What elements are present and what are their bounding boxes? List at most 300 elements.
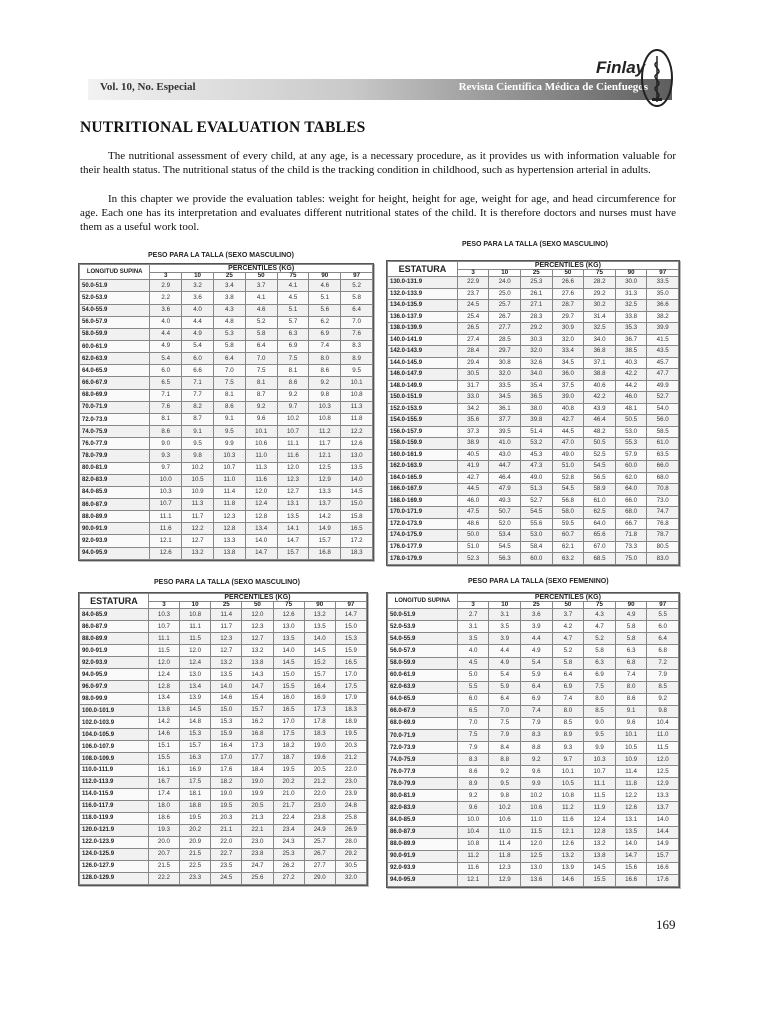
percentile-value-cell: 9.1 — [213, 413, 245, 425]
percentile-value-cell: 38.0 — [521, 403, 553, 415]
percentile-value-cell: 9.1 — [182, 426, 214, 438]
percentile-value-cell: 23.8 — [242, 848, 273, 860]
percentile-value-cell: 10.2 — [182, 462, 214, 474]
row-range-cell: 54.0-55.9 — [80, 304, 150, 316]
percentile-value-cell: 8.1 — [277, 365, 309, 377]
percentile-value-cell: 13.3 — [647, 790, 679, 802]
table-row — [80, 438, 373, 450]
row-range-cell: 160.0-161.9 — [388, 449, 458, 461]
percentile-value-cell: 14.6 — [552, 874, 584, 886]
percentile-value-cell: 53.0 — [615, 426, 647, 438]
percentile-value-cell: 7.0 — [341, 316, 373, 328]
percentile-value-cell: 6.9 — [584, 669, 616, 681]
percentile-value-cell: 25.6 — [242, 872, 273, 884]
percentile-column-header: 97 — [647, 270, 679, 277]
percentile-value-cell: 12.6 — [273, 609, 304, 621]
percentile-value-cell: 44.5 — [552, 426, 584, 438]
table-1-caption: PESO PARA LA TALLA (SEXO MASCULINO) — [148, 252, 294, 259]
table-row — [80, 316, 373, 328]
percentile-value-cell: 5.6 — [309, 304, 341, 316]
percentile-value-cell: 41.9 — [457, 461, 489, 473]
percentile-value-cell: 8.2 — [182, 401, 214, 413]
percentile-value-cell: 4.0 — [150, 316, 182, 328]
percentile-value-cell: 3.6 — [521, 609, 553, 621]
percentile-value-cell: 6.9 — [521, 693, 553, 705]
weight-for-height-male-table-130-179 — [386, 260, 680, 566]
row-range-cell: 74.0-75.9 — [80, 426, 150, 438]
percentile-value-cell: 12.4 — [584, 814, 616, 826]
percentile-value-cell: 6.8 — [615, 657, 647, 669]
percentile-value-cell: 53.0 — [521, 530, 553, 542]
percentile-value-cell: 6.3 — [615, 645, 647, 657]
table-row — [80, 681, 367, 693]
percentile-value-cell: 35.4 — [521, 380, 553, 392]
percentile-column-header: 3 — [148, 602, 179, 609]
percentile-column-header: 10 — [489, 270, 521, 277]
table-row — [388, 826, 679, 838]
percentile-value-cell: 12.3 — [213, 511, 245, 523]
percentile-value-cell: 10.8 — [341, 389, 373, 401]
percentile-column-header: 90 — [615, 270, 647, 277]
percentile-value-cell: 51.3 — [521, 484, 553, 496]
percentile-value-cell: 5.9 — [489, 681, 521, 693]
percentile-value-cell: 22.0 — [304, 788, 335, 800]
percentile-value-cell: 10.0 — [150, 474, 182, 486]
percentile-value-cell: 52.7 — [521, 495, 553, 507]
percentile-value-cell: 30.5 — [457, 369, 489, 381]
percentile-value-cell: 8.5 — [584, 705, 616, 717]
table-row — [388, 802, 679, 814]
percentile-value-cell: 13.8 — [148, 705, 179, 717]
percentile-value-cell: 23.0 — [242, 836, 273, 848]
percentile-value-cell: 8.7 — [245, 389, 277, 401]
percentile-value-cell: 12.5 — [647, 766, 679, 778]
percentile-value-cell: 16.6 — [615, 874, 647, 886]
percentile-value-cell: 7.0 — [489, 705, 521, 717]
percentile-value-cell: 5.8 — [615, 621, 647, 633]
percentile-value-cell: 10.7 — [277, 426, 309, 438]
row-range-cell: 174.0-175.9 — [388, 530, 458, 542]
percentile-value-cell: 43.0 — [489, 449, 521, 461]
percentile-value-cell: 7.4 — [521, 705, 553, 717]
percentile-value-cell: 8.0 — [552, 705, 584, 717]
table-row — [388, 300, 679, 312]
percentile-value-cell: 18.8 — [180, 800, 211, 812]
percentile-value-cell: 3.7 — [245, 280, 277, 292]
percentile-value-cell: 10.3 — [148, 609, 179, 621]
table-row — [80, 872, 367, 884]
row-range-cell: 92.0-93.9 — [388, 862, 458, 874]
row-range-cell: 58.0-59.9 — [388, 657, 458, 669]
percentile-value-cell: 20.2 — [273, 776, 304, 788]
percentile-value-cell: 4.4 — [521, 633, 553, 645]
table-row — [80, 523, 373, 535]
percentile-value-cell: 48.6 — [457, 518, 489, 530]
percentile-value-cell: 15.6 — [615, 862, 647, 874]
percentile-value-cell: 13.8 — [242, 657, 273, 669]
row-range-cell: 168.0-169.9 — [388, 495, 458, 507]
percentile-value-cell: 14.7 — [277, 535, 309, 547]
percentile-value-cell: 13.5 — [277, 511, 309, 523]
percentile-value-cell: 6.4 — [647, 633, 679, 645]
row-range-cell: 88.0-89.9 — [80, 511, 150, 523]
table-row — [80, 280, 373, 292]
percentile-value-cell: 21.7 — [273, 800, 304, 812]
percentile-value-cell: 13.2 — [304, 609, 335, 621]
percentile-value-cell: 11.6 — [552, 814, 584, 826]
row-range-cell: 60.0-61.9 — [388, 669, 458, 681]
percentile-value-cell: 25.3 — [521, 277, 553, 289]
percentile-value-cell: 10.1 — [245, 426, 277, 438]
percentile-value-cell: 9.5 — [584, 729, 616, 741]
percentile-value-cell: 47.0 — [552, 438, 584, 450]
row-range-cell: 158.0-159.9 — [388, 438, 458, 450]
percentile-value-cell: 27.7 — [489, 323, 521, 335]
percentile-value-cell: 7.4 — [615, 669, 647, 681]
percentile-value-cell: 10.0 — [457, 814, 489, 826]
percentile-value-cell: 36.8 — [584, 346, 616, 358]
percentile-value-cell: 14.4 — [647, 826, 679, 838]
percentile-value-cell: 8.9 — [552, 729, 584, 741]
table-row — [80, 511, 373, 523]
percentile-value-cell: 13.2 — [211, 657, 242, 669]
percentile-value-cell: 36.6 — [647, 300, 679, 312]
percentile-value-cell: 15.7 — [309, 535, 341, 547]
percentile-value-cell: 65.6 — [584, 530, 616, 542]
table-row — [388, 518, 679, 530]
percentile-value-cell: 21.0 — [273, 788, 304, 800]
percentile-value-cell: 58.9 — [584, 484, 616, 496]
percentile-value-cell: 9.8 — [647, 705, 679, 717]
percentile-value-cell: 38.9 — [457, 438, 489, 450]
percentile-column-header: 75 — [584, 602, 616, 609]
percentile-value-cell: 7.5 — [245, 365, 277, 377]
percentile-value-cell: 11.7 — [182, 511, 214, 523]
table-row — [388, 838, 679, 850]
row-range-cell: 80.0-81.9 — [388, 790, 458, 802]
percentile-value-cell: 7.0 — [213, 365, 245, 377]
percentile-value-cell: 12.9 — [647, 778, 679, 790]
row-range-cell: 94.0-95.9 — [80, 547, 150, 559]
percentile-value-cell: 15.1 — [148, 741, 179, 753]
percentile-value-cell: 9.8 — [489, 790, 521, 802]
percentile-value-cell: 6.0 — [182, 353, 214, 365]
row-range-cell: 116.0-117.9 — [80, 800, 149, 812]
percentile-value-cell: 15.0 — [341, 499, 373, 511]
percentile-value-cell: 13.6 — [521, 874, 553, 886]
table-row — [388, 742, 679, 754]
percentile-value-cell: 64.0 — [615, 484, 647, 496]
percentile-value-cell: 14.0 — [647, 814, 679, 826]
percentile-value-cell: 5.9 — [521, 669, 553, 681]
percentile-value-cell: 4.9 — [615, 609, 647, 621]
percentile-value-cell: 11.0 — [213, 474, 245, 486]
percentile-value-cell: 3.5 — [489, 621, 521, 633]
row-range-cell: 120.0-121.9 — [80, 824, 149, 836]
percentile-value-cell: 17.9 — [335, 693, 366, 705]
row-range-cell: 66.0-67.9 — [80, 377, 150, 389]
percentile-value-cell: 8.6 — [277, 377, 309, 389]
percentile-value-cell: 9.7 — [277, 401, 309, 413]
percentile-value-cell: 13.8 — [584, 850, 616, 862]
percentile-value-cell: 5.5 — [457, 681, 489, 693]
percentiles-group-header: PERCENTILES (KG) — [150, 265, 373, 273]
row-range-cell: 150.0-151.9 — [388, 392, 458, 404]
percentile-value-cell: 12.3 — [211, 633, 242, 645]
percentile-value-cell: 7.4 — [552, 693, 584, 705]
percentile-value-cell: 4.3 — [213, 304, 245, 316]
percentile-value-cell: 12.0 — [148, 657, 179, 669]
percentile-value-cell: 5.8 — [615, 633, 647, 645]
percentile-value-cell: 7.7 — [182, 389, 214, 401]
percentile-value-cell: 12.0 — [245, 486, 277, 498]
percentile-value-cell: 15.7 — [277, 547, 309, 559]
percentile-value-cell: 10.5 — [615, 742, 647, 754]
percentile-value-cell: 24.8 — [335, 800, 366, 812]
percentile-value-cell: 13.5 — [304, 621, 335, 633]
percentile-value-cell: 54.5 — [584, 461, 616, 473]
percentile-value-cell: 4.2 — [552, 621, 584, 633]
table-row — [80, 292, 373, 304]
percentile-value-cell: 33.0 — [457, 392, 489, 404]
row-range-cell: 88.0-89.9 — [388, 838, 458, 850]
percentile-value-cell: 39.8 — [521, 415, 553, 427]
percentile-value-cell: 32.5 — [615, 300, 647, 312]
table-row — [80, 836, 367, 848]
percentile-value-cell: 42.2 — [584, 392, 616, 404]
percentile-value-cell: 7.5 — [277, 353, 309, 365]
percentile-value-cell: 14.6 — [211, 693, 242, 705]
percentile-value-cell: 36.0 — [552, 369, 584, 381]
percentile-value-cell: 23.4 — [273, 824, 304, 836]
percentile-value-cell: 34.2 — [457, 403, 489, 415]
row-range-cell: 84.0-85.9 — [80, 486, 150, 498]
row-header-label: ESTATURA — [388, 262, 458, 277]
row-range-cell: 94.0-95.9 — [80, 669, 149, 681]
percentile-value-cell: 19.6 — [304, 753, 335, 765]
percentile-value-cell: 9.2 — [489, 766, 521, 778]
percentile-value-cell: 60.0 — [615, 461, 647, 473]
percentile-value-cell: 12.2 — [341, 426, 373, 438]
percentile-value-cell: 39.0 — [552, 392, 584, 404]
percentile-value-cell: 5.2 — [341, 280, 373, 292]
percentile-value-cell: 6.9 — [552, 681, 584, 693]
percentile-value-cell: 12.5 — [309, 462, 341, 474]
row-range-cell: 50.0-51.9 — [388, 609, 458, 621]
row-range-cell: 86.0-87.9 — [388, 826, 458, 838]
percentile-column-header: 90 — [615, 602, 647, 609]
percentile-value-cell: 9.8 — [182, 450, 214, 462]
percentile-value-cell: 32.0 — [521, 346, 553, 358]
percentile-value-cell: 40.3 — [615, 357, 647, 369]
percentile-value-cell: 41.5 — [647, 334, 679, 346]
percentile-value-cell: 23.0 — [304, 800, 335, 812]
table-row — [388, 621, 679, 633]
percentile-value-cell: 12.4 — [245, 499, 277, 511]
percentile-value-cell: 59.5 — [552, 518, 584, 530]
percentile-value-cell: 44.2 — [615, 380, 647, 392]
percentile-value-cell: 14.5 — [180, 705, 211, 717]
percentile-value-cell: 32.0 — [335, 872, 366, 884]
row-range-cell: 130.0-131.9 — [388, 277, 458, 289]
percentile-column-header: 25 — [211, 602, 242, 609]
percentile-value-cell: 11.0 — [521, 814, 553, 826]
percentile-value-cell: 14.1 — [277, 523, 309, 535]
percentile-value-cell: 29.0 — [304, 872, 335, 884]
percentile-value-cell: 18.7 — [273, 753, 304, 765]
percentile-column-header: 75 — [277, 273, 309, 280]
percentile-value-cell: 3.8 — [213, 292, 245, 304]
percentile-column-header: 3 — [457, 602, 489, 609]
percentile-value-cell: 9.2 — [521, 754, 553, 766]
row-range-cell: 104.0-105.9 — [80, 729, 149, 741]
percentile-value-cell: 73.0 — [647, 495, 679, 507]
percentile-value-cell: 50.0 — [457, 530, 489, 542]
row-range-cell: 60.0-61.9 — [80, 340, 150, 352]
percentile-value-cell: 11.0 — [647, 729, 679, 741]
percentile-value-cell: 14.0 — [245, 535, 277, 547]
percentile-value-cell: 60.7 — [552, 530, 584, 542]
percentile-value-cell: 52.3 — [457, 553, 489, 565]
percentile-value-cell: 9.6 — [521, 766, 553, 778]
percentile-value-cell: 5.5 — [647, 609, 679, 621]
table-row — [388, 369, 679, 381]
percentile-value-cell: 16.8 — [309, 547, 341, 559]
percentile-column-header: 25 — [213, 273, 245, 280]
percentile-value-cell: 12.6 — [341, 438, 373, 450]
percentile-value-cell: 13.7 — [647, 802, 679, 814]
percentile-value-cell: 13.1 — [615, 814, 647, 826]
percentile-value-cell: 27.6 — [552, 288, 584, 300]
table-row — [80, 401, 373, 413]
percentile-value-cell: 51.0 — [457, 541, 489, 553]
percentile-value-cell: 10.9 — [182, 486, 214, 498]
percentile-value-cell: 9.9 — [213, 438, 245, 450]
percentile-value-cell: 6.0 — [150, 365, 182, 377]
percentile-value-cell: 4.9 — [182, 328, 214, 340]
percentile-value-cell: 74.7 — [647, 507, 679, 519]
percentile-value-cell: 27.4 — [457, 334, 489, 346]
table-row — [80, 621, 367, 633]
percentile-value-cell: 6.5 — [150, 377, 182, 389]
table-row — [388, 403, 679, 415]
percentile-value-cell: 11.4 — [615, 766, 647, 778]
percentile-value-cell: 32.5 — [584, 323, 616, 335]
percentile-value-cell: 6.0 — [647, 621, 679, 633]
percentile-value-cell: 5.8 — [245, 328, 277, 340]
percentile-value-cell: 9.6 — [457, 802, 489, 814]
percentile-value-cell: 14.2 — [309, 511, 341, 523]
table-row — [388, 754, 679, 766]
table-row — [80, 848, 367, 860]
percentile-value-cell: 24.0 — [489, 277, 521, 289]
percentile-value-cell: 9.1 — [615, 705, 647, 717]
percentile-value-cell: 12.8 — [584, 826, 616, 838]
percentile-value-cell: 34.5 — [489, 392, 521, 404]
row-range-cell: 82.0-83.9 — [388, 802, 458, 814]
percentile-value-cell: 44.5 — [457, 484, 489, 496]
table-row — [80, 535, 373, 547]
percentile-value-cell: 16.6 — [647, 862, 679, 874]
percentile-value-cell: 34.0 — [584, 334, 616, 346]
percentile-value-cell: 63.5 — [647, 449, 679, 461]
table-row — [388, 334, 679, 346]
percentile-value-cell: 35.6 — [457, 415, 489, 427]
percentile-value-cell: 12.6 — [150, 547, 182, 559]
percentile-value-cell: 52.8 — [552, 472, 584, 484]
row-range-cell: 92.0-93.9 — [80, 657, 149, 669]
table-row — [388, 392, 679, 404]
percentile-value-cell: 42.7 — [552, 415, 584, 427]
percentile-value-cell: 14.2 — [148, 717, 179, 729]
percentile-value-cell: 7.5 — [457, 729, 489, 741]
table-row — [388, 850, 679, 862]
percentile-value-cell: 2.2 — [150, 292, 182, 304]
percentile-value-cell: 9.7 — [552, 754, 584, 766]
percentile-value-cell: 8.1 — [150, 413, 182, 425]
percentile-value-cell: 7.6 — [150, 401, 182, 413]
percentile-value-cell: 11.8 — [615, 778, 647, 790]
percentile-value-cell: 15.5 — [584, 874, 616, 886]
percentile-value-cell: 7.2 — [647, 657, 679, 669]
percentile-value-cell: 5.2 — [584, 633, 616, 645]
row-range-cell: 154.0-155.9 — [388, 415, 458, 427]
percentile-value-cell: 4.4 — [489, 645, 521, 657]
table-row — [388, 669, 679, 681]
percentile-value-cell: 12.7 — [242, 633, 273, 645]
percentile-value-cell: 27.1 — [521, 300, 553, 312]
percentile-value-cell: 47.5 — [457, 507, 489, 519]
row-range-cell: 128.0-129.9 — [80, 872, 149, 884]
percentile-value-cell: 23.8 — [304, 812, 335, 824]
percentile-value-cell: 13.2 — [182, 547, 214, 559]
percentile-value-cell: 58.0 — [552, 507, 584, 519]
percentile-value-cell: 10.8 — [180, 609, 211, 621]
percentile-value-cell: 12.1 — [552, 826, 584, 838]
row-range-cell: 54.0-55.9 — [388, 633, 458, 645]
table-row — [388, 311, 679, 323]
percentile-value-cell: 40.8 — [552, 403, 584, 415]
percentile-value-cell: 38.5 — [615, 346, 647, 358]
percentile-value-cell: 11.6 — [457, 862, 489, 874]
percentile-value-cell: 33.5 — [489, 380, 521, 392]
percentile-value-cell: 11.2 — [457, 850, 489, 862]
percentile-value-cell: 12.0 — [521, 838, 553, 850]
row-range-cell: 78.0-79.9 — [388, 778, 458, 790]
table-row — [80, 609, 367, 621]
percentile-value-cell: 5.8 — [552, 657, 584, 669]
percentile-value-cell: 17.4 — [148, 788, 179, 800]
row-range-cell: 124.0-125.9 — [80, 848, 149, 860]
percentile-value-cell: 30.0 — [615, 277, 647, 289]
percentile-value-cell: 19.3 — [148, 824, 179, 836]
percentile-value-cell: 49.9 — [647, 380, 679, 392]
percentile-value-cell: 23.0 — [335, 776, 366, 788]
row-range-cell: 146.0-147.9 — [388, 369, 458, 381]
percentile-value-cell: 8.1 — [245, 377, 277, 389]
row-range-cell: 172.0-173.9 — [388, 518, 458, 530]
percentile-value-cell: 29.4 — [457, 357, 489, 369]
percentile-value-cell: 14.5 — [304, 645, 335, 657]
row-range-cell: 178.0-179.9 — [388, 553, 458, 565]
percentile-value-cell: 35.3 — [615, 323, 647, 335]
percentile-value-cell: 15.0 — [273, 669, 304, 681]
percentile-value-cell: 16.0 — [273, 693, 304, 705]
percentile-value-cell: 11.1 — [584, 778, 616, 790]
percentile-value-cell: 11.4 — [213, 486, 245, 498]
percentile-value-cell: 12.7 — [211, 645, 242, 657]
percentile-value-cell: 49.3 — [489, 495, 521, 507]
